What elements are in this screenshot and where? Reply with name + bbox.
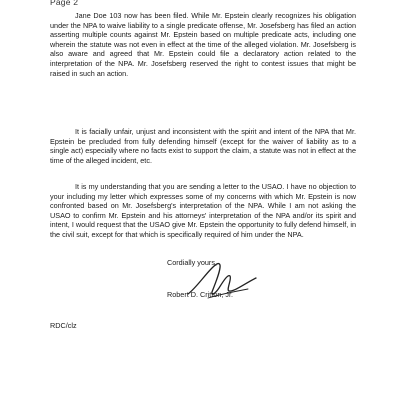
body-paragraph-2: It is facially unfair, unjust and inconsistent with the spirit and intent of the NPA that Mr. Epstein be precluded from fully defending himself (except for the waiver of liability as to a single act) especially where no facts exist to support the claim, a statute was not in effect at the time of the alleged incident, etc. bbox=[50, 127, 356, 165]
body-paragraph-3: It is my understanding that you are sending a letter to the USAO. I have no objection to your including my letter which expresses some of my concerns with which Mr. Epstein is now confronted based on Mr. Josefsberg's interpretation of the NPA. While I am not asking the USAO to confirm Mr. Epstein and his attorneys' interpretation of the NPA and/or its spirit and intent, I would request that the USAO give Mr. Epstein the opportunity to fully defend himself, in the civil suit, except for that which is specifically required of him under the NPA. bbox=[50, 182, 356, 239]
body-paragraph-1: Jane Doe 103 now has been filed. While Mr. Epstein clearly recognizes his obligation under the NPA to waive liability to a single predicate offense, Mr. Josefsberg has filed an action asserting multiple counts against Mr. Epstein based on multiple predicate acts, including one wherein the statute was not even in effect at the time of the alleged violation. Mr. Josefsberg is also aware and agreed that Mr. Epstein could file a declaratory action related to the interpretation of the NPA. Mr. Josefsberg reserved the right to contest issues that might be raised in such an action. bbox=[50, 11, 356, 78]
typist-initials: RDC/clz bbox=[50, 321, 77, 330]
page-number-header: Page 2 bbox=[50, 0, 79, 7]
signer-name: Robert D. Critton, Jr. bbox=[167, 290, 234, 299]
closing-salutation: Cordially yours, bbox=[167, 258, 217, 267]
